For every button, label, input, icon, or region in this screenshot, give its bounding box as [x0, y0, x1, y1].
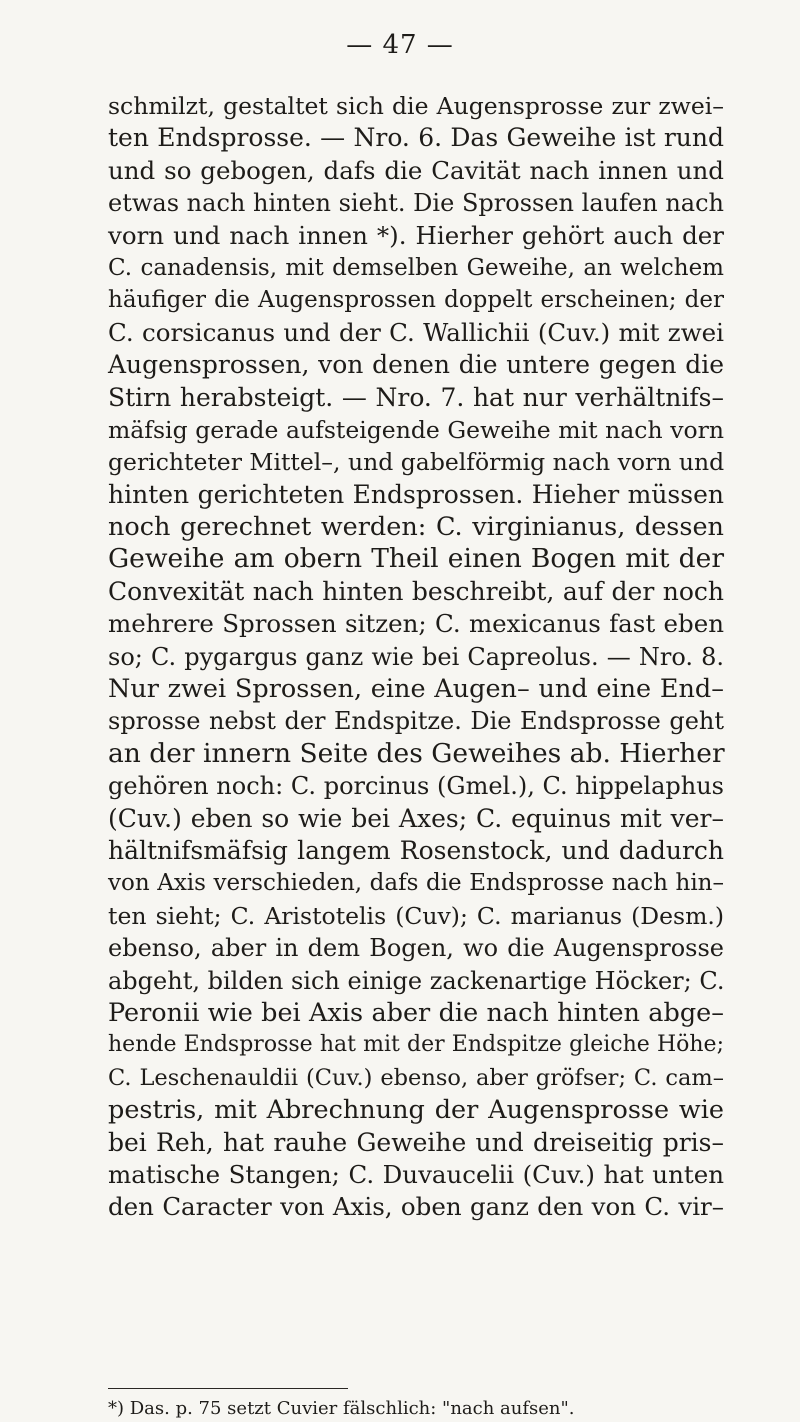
text-line: und so gebogen, dafs die Cavität nach innen und — [108, 155, 724, 185]
text-line: Peronii wie bei Axis aber die nach hinten abge– — [108, 997, 724, 1028]
text-line: ten Endsprosse. — Nro. 6. Das Geweihe ist rund — [108, 123, 724, 153]
text-line: etwas nach hinten sieht. Die Sprossen laufen nach — [108, 189, 724, 218]
text-line: hinten gerichteten Endsprossen. Hieher müssen — [108, 479, 724, 509]
text-line: Nur zwei Sprossen, eine Augen– und eine End– — [108, 674, 724, 705]
text-line: abgeht, bilden sich einige zackenartige Höcker; C. — [108, 966, 725, 995]
text-line: pestris, mit Abrechnung der Augensprosse wie — [108, 1095, 724, 1126]
text-line: Geweihe am obern Theil einen Bogen mit der — [108, 543, 724, 575]
text-line: Augensprossen, von denen die untere gegen die — [108, 350, 724, 380]
text-line: ten sieht; C. Aristotelis (Cuv); C. marianus (Desm.) — [108, 901, 724, 930]
text-line: C. corsicanus und der C. Wallichii (Cuv.) mit zwei — [108, 317, 724, 347]
text-line: C. Leschenauldii (Cuv.) ebenso, aber gröfser; C. cam– — [108, 1064, 724, 1091]
text-line: von Axis verschieden, dafs die Endsprosse nach hin– — [108, 870, 724, 897]
text-line: matische Stangen; C. Duvaucelii (Cuv.) hat unten — [108, 1159, 724, 1189]
text-line: vorn und nach innen *). Hierher gehört auch der — [108, 220, 724, 250]
text-line: hältnifsmäfsig langem Rosenstock, und dadurch — [108, 835, 724, 865]
text-line: Stirn herabsteigt. — Nro. 7. hat nur verhältnifs– — [108, 382, 724, 412]
text-line: mäfsig gerade aufsteigende Geweihe mit nach vorn — [108, 415, 724, 444]
text-line: noch gerechnet werden: C. virginianus, dessen — [108, 512, 724, 543]
footnote-rule — [108, 1388, 348, 1389]
text-line: an der innern Seite des Geweihes ab. Hierher — [108, 737, 725, 769]
page-number: — 47 — — [346, 30, 454, 60]
text-line: hende Endsprosse hat mit der Endspitze gleiche Höhe; — [108, 1032, 724, 1058]
text-line: gehören noch: C. porcinus (Gmel.), C. hippelaphus — [108, 772, 724, 801]
text-line: sprosse nebst der Endspitze. Die Endsprosse geht — [108, 707, 724, 736]
text-line: den Caracter von Axis, oben ganz den von C. vir– — [108, 1192, 724, 1222]
text-line: gerichteter Mittel–, und gabelförmig nach vorn und — [108, 448, 725, 477]
text-line: mehrere Sprossen sitzen; C. mexicanus fast eben — [108, 609, 724, 639]
text-line: bei Reh, hat rauhe Geweihe und dreiseitig pris– — [108, 1127, 724, 1157]
text-line: schmilzt, gestaltet sich die Augensprosse zur zwei– — [108, 92, 724, 120]
text-line: Convexität nach hinten beschreibt, auf der noch — [108, 576, 724, 606]
body-text — [108, 90, 724, 1224]
text-line: (Cuv.) eben so wie bei Axes; C. equinus mit ver– — [108, 803, 724, 833]
text-line: so; C. pygargus ganz wie bei Capreolus. — Nro. 8. — [108, 642, 724, 671]
text-line: ebenso, aber in dem Bogen, wo die Augensprosse — [108, 934, 724, 963]
footnote: *) Das. p. 75 setzt Cuvier fälschlich: "nach aufsen". — [108, 1398, 575, 1419]
text-line: C. canadensis, mit demselben Geweihe, an welchem — [108, 254, 724, 281]
text-line: häufiger die Augensprossen doppelt erscheinen; der — [108, 287, 724, 314]
